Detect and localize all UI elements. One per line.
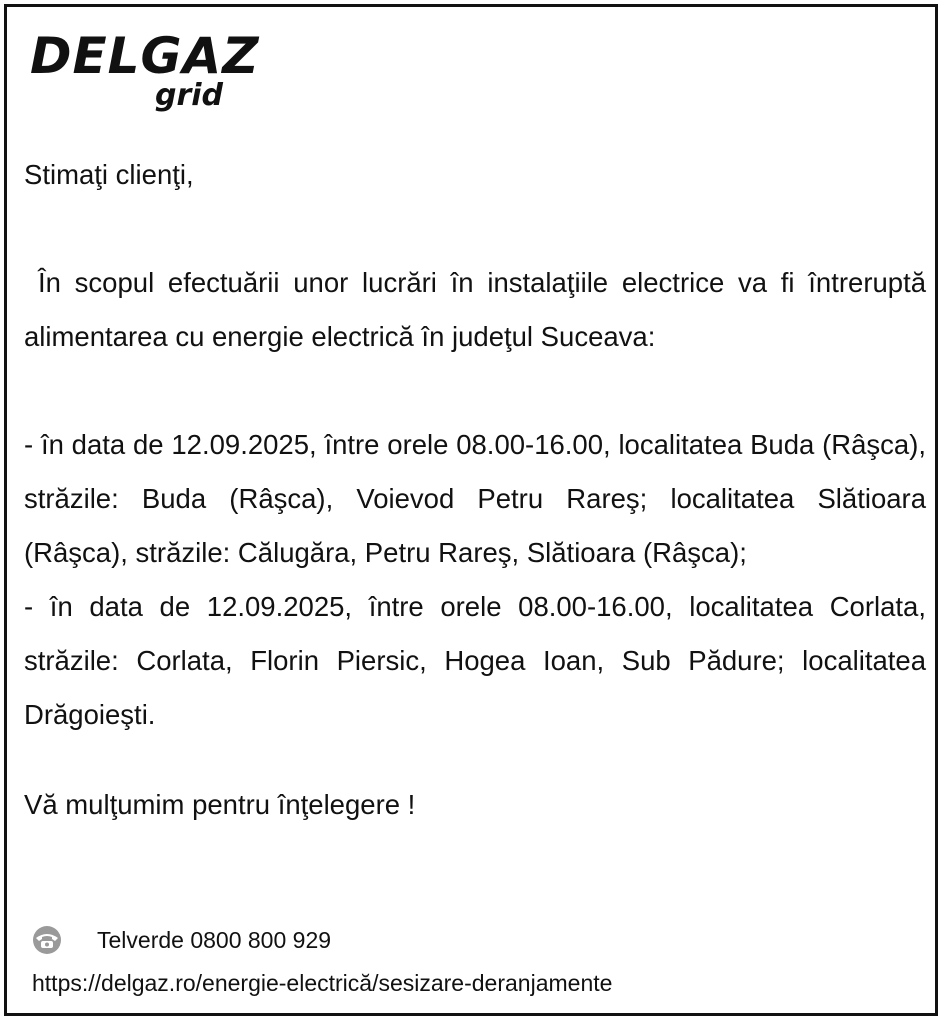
outage-item-2: - în data de 12.09.2025, între orele 08.00-16.00, localitatea Corlata, străzile: Corlata, Florin Piersic, Hogea Ioan, Sub Pădure; localitatea Drăgoieşti. xyxy=(24,591,926,730)
intro-paragraph: În scopul efectuării unor lucrări în instalaţiile electrice va fi întreruptă alimentarea cu energie electrică în judeţul Suceava: xyxy=(24,267,926,352)
thanks-line: Vă mulţumim pentru înţelegere ! xyxy=(24,789,416,820)
spacer xyxy=(24,364,926,418)
outage-item-1: - în data de 12.09.2025, între orele 08.00-16.00, localitatea Buda (Râşca), străzile: Buda (Râşca), Voievod Petru Rareş; localitatea Slătioara (Râşca), străzile: Călugăra, Petru Rareş, Slătioara (Râşca); xyxy=(24,429,926,568)
spacer xyxy=(24,202,926,256)
greeting: Stimaţi clienţi, xyxy=(24,159,194,190)
delgaz-grid-logo xyxy=(30,26,260,116)
report-link[interactable]: https://delgaz.ro/energie-electrică/sesizare-deranjamente xyxy=(32,970,613,996)
notice-body xyxy=(24,148,926,832)
spacer xyxy=(24,742,926,778)
logo-wordmark: DELGAZ xyxy=(30,27,260,85)
phone-line xyxy=(24,920,924,960)
contact-block xyxy=(24,920,924,1001)
telephone-icon xyxy=(27,925,67,955)
phone-number[interactable]: Telverde 0800 800 929 xyxy=(97,926,332,953)
logo-subtitle: grid xyxy=(155,78,224,113)
